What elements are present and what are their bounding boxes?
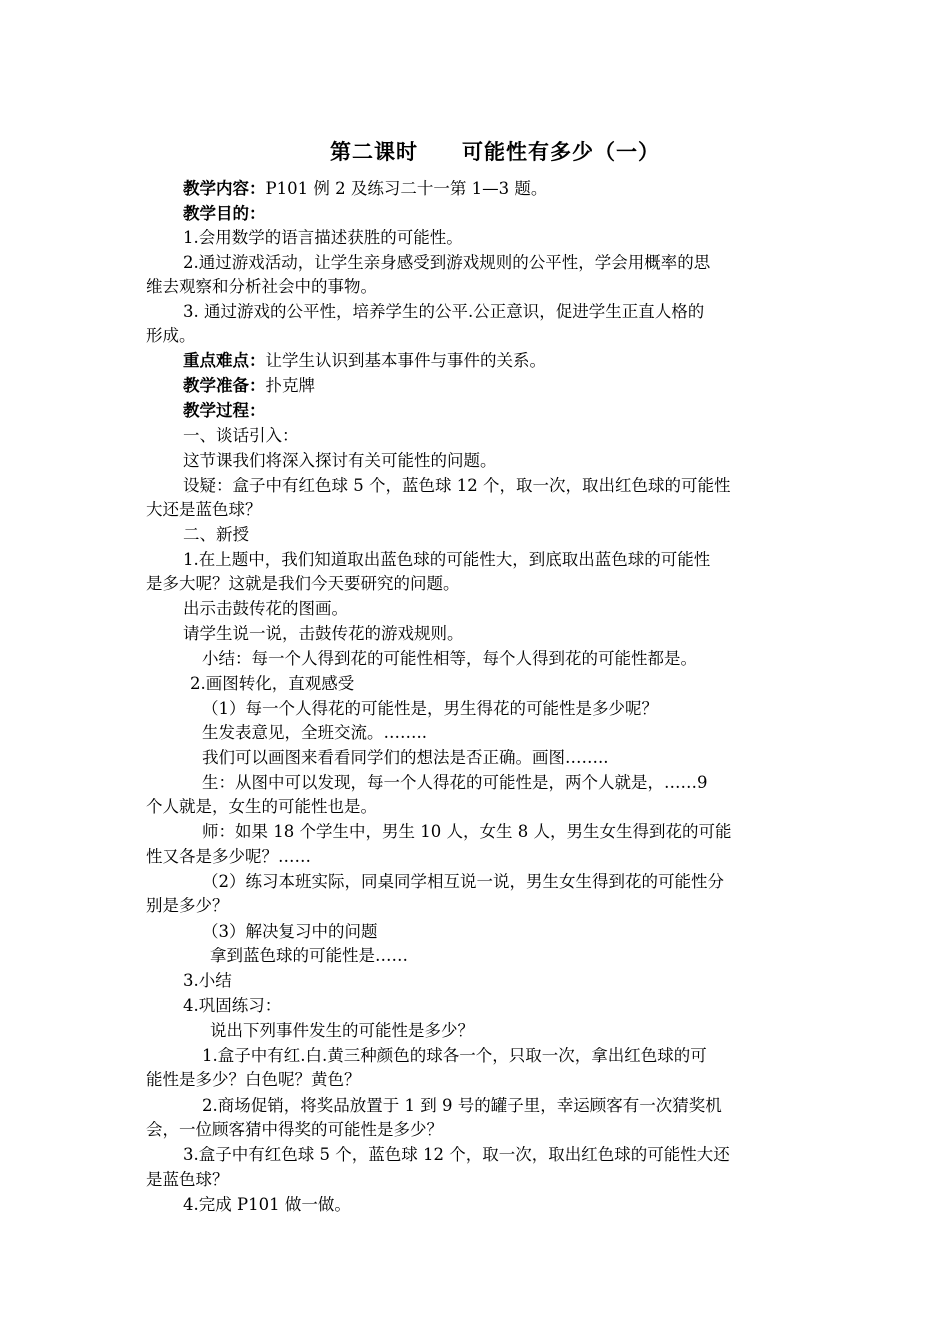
objective-2-line2: 维去观察和分析社会中的事物。: [146, 277, 377, 296]
draw-check-line: 我们可以画图来看看同学们的想法是否正确。画图……..: [202, 748, 609, 767]
preparation-line: [146, 374, 843, 398]
exercise4-line: 4.完成 P101 做一做。: [183, 1195, 351, 1214]
blue-prob-line: 拿到蓝色球的可能性是……: [210, 946, 408, 965]
key-points-text: 让学生认识到基本事件与事件的关系。: [265, 351, 546, 370]
show-picture-line: 出示击鼓传花的图画。: [183, 599, 348, 618]
objective-3-line2: 形成。: [146, 326, 196, 345]
student-line1: 生：从图中可以发现，每一个人得花的可能性是，两个人就是，……9: [202, 773, 708, 792]
content-text: P101 例 2 及练习二十一第 1—3 题。: [265, 179, 548, 198]
lesson-title: 第二课时 可能性有多少（一）: [330, 140, 660, 164]
objective-1: 1.会用数学的语言描述获胜的可能性。: [183, 228, 463, 247]
part2-heading: 2.画图转化，直观感受: [190, 674, 355, 693]
part1-line2: 是多大呢？这就是我们今天要研究的问题。: [146, 574, 460, 593]
q3-line: （3）解决复习中的问题: [202, 922, 378, 941]
exercise1-line2: 能性是多少？白色呢？黄色？: [146, 1070, 361, 1089]
key-points-label: 重点难点：: [183, 351, 266, 370]
question-line2: 大还是蓝色球？: [146, 500, 262, 519]
teacher-line1: 师：如果 18 个学生中，男生 10 人，女生 8 人，男生女生得到花的可能: [202, 822, 732, 841]
exercise3-line2: 是蓝色球？: [146, 1170, 229, 1189]
content-label: 教学内容：: [183, 179, 266, 198]
students-express-line: 生发表意见，全班交流。……..: [202, 723, 427, 742]
exercise2-line1: 2.商场促销，将奖品放置于 1 到 9 号的罐子里，幸运顾客有一次猜奖机: [202, 1096, 722, 1115]
say-prob-line: 说出下列事件发生的可能性是多少？: [210, 1021, 474, 1040]
q2-line1: （2）练习本班实际，同桌同学相互说一说，男生女生得到花的可能性分: [202, 872, 724, 891]
objective-2-line1: 2.通过游戏活动，让学生亲身感受到游戏规则的公平性，学会用概率的思: [183, 253, 711, 272]
part3-line: 3.小结: [183, 971, 232, 990]
intro-line: 这节课我们将深入探讨有关可能性的问题。: [183, 451, 497, 470]
exercise1-line1: 1.盒子中有红.白.黄三种颜色的球各一个，只取一次，拿出红色球的可: [202, 1046, 707, 1065]
exercise3-line1: 3.盒子中有红色球 5 个，蓝色球 12 个，取一次，取出红色球的可能性大还: [183, 1145, 730, 1164]
part4-line: 4.巩固练习：: [183, 996, 282, 1015]
intro-heading: 一、谈话引入：: [183, 426, 299, 445]
part1-line1: 1.在上题中，我们知道取出蓝色球的可能性大，到底取出蓝色球的可能性: [183, 550, 711, 569]
q2-line2: 别是多少？: [146, 896, 229, 915]
new-heading: 二、新授: [183, 525, 249, 544]
objective-3-line1: 3. 通过游戏的公平性，培养学生的公平.公正意识，促进学生正直人格的: [183, 302, 705, 321]
key-points-line: [146, 349, 843, 373]
preparation-text: 扑克牌: [265, 376, 315, 395]
objectives-label: 教学目的：: [183, 204, 266, 223]
preparation-label: 教学准备：: [183, 376, 266, 395]
process-label: 教学过程：: [183, 401, 266, 420]
teacher-line2: 性又各是多少呢？……: [146, 847, 311, 866]
question-line1: 设疑：盒子中有红色球 5 个，蓝色球 12 个，取一次，取出红色球的可能性: [183, 476, 731, 495]
student-line2: 个人就是，女生的可能性也是。: [146, 797, 377, 816]
content-line: [146, 177, 843, 201]
ask-rules-line: 请学生说一说，击鼓传花的游戏规则。: [183, 624, 464, 643]
q1-line: （1）每一个人得花的可能性是，男生得花的可能性是多少呢？: [202, 699, 658, 718]
summary1-line: 小结：每一个人得到花的可能性相等，每个人得到花的可能性都是。: [202, 649, 697, 668]
exercise2-line2: 会，一位顾客猜中得奖的可能性是多少？: [146, 1120, 443, 1139]
